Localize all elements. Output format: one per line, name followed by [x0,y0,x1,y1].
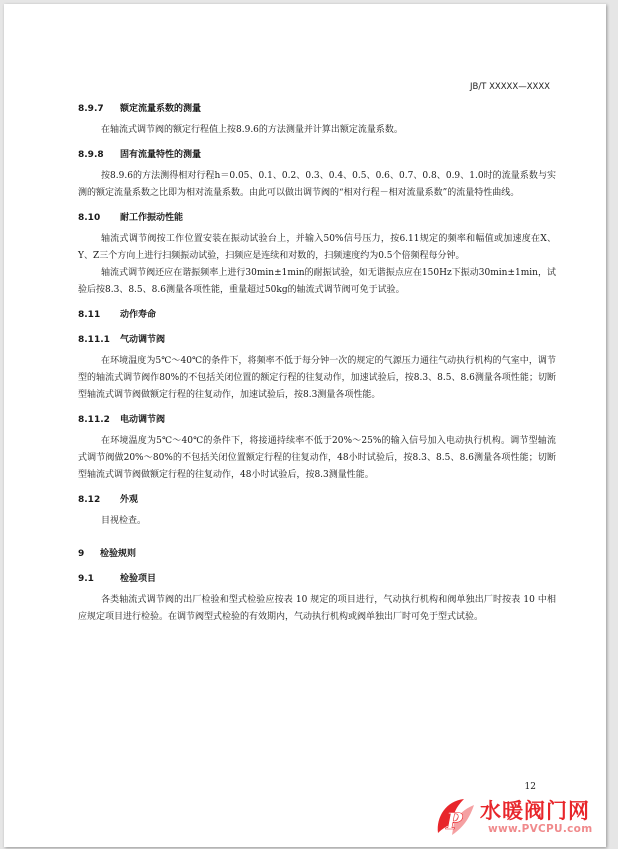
chapter-heading: 9 检验规则 [78,549,137,559]
section-heading: 8.11 动作寿命 [78,310,157,320]
document-body [78,101,556,626]
section-heading: 8.10 耐工作振动性能 [78,213,184,223]
paragraph: 在环境温度为5℃～40℃的条件下，将接通持续率不低于20%～25%的输入信号加入电动执行机构。调节型轴流式调节阀做20%～80%的不包括关闭位置额定行程的往复动作，48小时试验后，按8.3、8.5、8.6测量各项性能；切断型轴流式调节阀做额定行程的往复动作，48小时试验后，按8.3测量性能。 [78,436,556,480]
paragraph: 按8.9.6的方法测得相对行程h＝0.05、0.1、0.2、0.3、0.4、0.5、0.6、0.7、0.8、0.9、1.0时的流量系数与实测的额定流量系数之比即为相对流量系数。由此可以做出调节阀的“相对行程－相对流量系数”的流量特性曲线。 [78,171,556,198]
section-heading: 9.1 检验项目 [78,574,157,584]
watermark-url[interactable]: www.PVCPU.com [488,823,593,835]
paragraph: 在轴流式调节阀的额定行程值上按8.9.6的方法测量并计算出额定流量系数。 [101,125,403,135]
section-heading: 8.9.8 固有流量特性的测量 [78,150,202,160]
standard-code: JB/T XXXXX—XXXX [469,82,550,92]
svg-text:P: P [446,809,463,835]
section-heading: 8.12 外观 [78,495,139,505]
section-heading: 8.9.7 额定流量系数的测量 [78,104,202,114]
watermark-title: 水暖阀门网 [480,799,590,823]
page-number: 12 [524,782,536,792]
section-heading: 8.11.1 气动调节阀 [78,335,166,345]
valve-logo-icon [432,793,478,841]
section-heading: 8.11.2 电动调节阀 [78,415,166,425]
document-page [4,4,606,847]
paragraph: 各类轴流式调节阀的出厂检验和型式检验应按表 10 规定的项目进行，气动执行机构和阀单独出厂时按表 10 中相应规定项目进行检验。在调节阀型式检验的有效期内，气动执行机构或阀单独出厂时可免于型式试验。 [78,595,556,622]
paragraph: 在环境温度为5℃～40℃的条件下，将频率不低于每分钟一次的规定的气源压力通往气动执行机构的气室中，调节型的轴流式调节阀作80%的不包括关闭位置的额定行程的往复动作，加速试验后，按8.3、8.5、8.6测量各项性能；切断型轴流式调节阀做额定行程的往复动作，加速试验后，按8.3测量各项性能。 [78,356,556,400]
paragraph: 轴流式调节阀按工作位置安装在振动试验台上，并输入50%信号压力，按6.11规定的频率和幅值或加速度在X、Y、Z三个方向上进行扫频振动试验，扫频应是连续和对数的，扫频速度约为0.5个倍频程每分钟。 [78,234,556,261]
site-watermark [432,793,612,841]
paragraph: 目视检查。 [101,516,147,526]
paragraph: 轴流式调节阀还应在谐振频率上进行30min±1min的耐振试验，如无谐振点应在150Hz下振动30min±1min，试验后按8.3、8.5、8.6测量各项性能，重量超过50kg的轴流式调节阀可免于试验。 [78,268,556,295]
